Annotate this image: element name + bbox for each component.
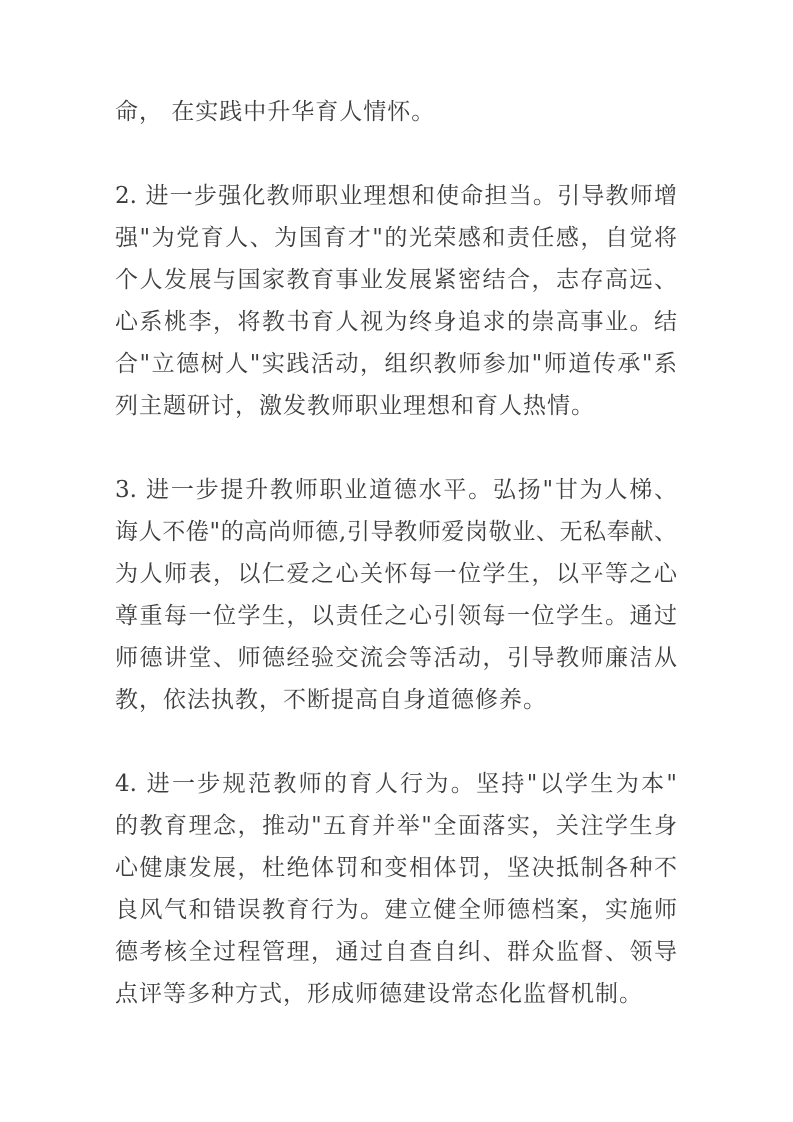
text-line: 2. 进一步强化教师职业理想和使命担当。引导教师增	[115, 183, 677, 209]
text-line-last: 点评等多种方式，形成师德建设常态化监督机制。	[115, 981, 643, 1007]
document-body	[115, 91, 677, 1015]
text-line: 心健康发展，杜绝体罚和变相体罚，坚决抵制各种不	[115, 855, 677, 881]
text-line-last: 列主题研讨，激发教师职业理想和育人热情。	[115, 393, 595, 419]
text-line: 尊重每一位学生，以责任之心引领每一位学生。通过	[115, 603, 677, 629]
text-line: 个人发展与国家教育事业发展紧密结合，志存高远、	[115, 267, 677, 293]
text-line: 强"为党育人、为国育才"的光荣感和责任感，自觉将	[115, 225, 677, 251]
text-line: 4. 进一步规范教师的育人行为。坚持"以学生为本"	[115, 771, 677, 797]
text-line: 诲人不倦"的高尚师德,引导教师爱岗敬业、无私奉献、	[115, 519, 677, 545]
text-line-last: 教，依法执教，不断提高自身道德修养。	[115, 687, 547, 713]
paragraph	[115, 763, 677, 1015]
text-line: 心系桃李，将教书育人视为终身追求的崇高事业。结	[115, 309, 677, 335]
text-line: 的教育理念，推动"五育并举"全面落实，关注学生身	[115, 813, 677, 839]
text-line: 师德讲堂、师德经验交流会等活动，引导教师廉洁从	[115, 645, 677, 671]
text-line: 德考核全过程管理，通过自查自纠、群众监督、领导	[115, 939, 677, 965]
text-line: 合"立德树人"实践活动，组织教师参加"师道传承"系	[115, 351, 677, 377]
paragraph	[115, 469, 677, 721]
text-line: 良风气和错误教育行为。建立健全师德档案，实施师	[115, 897, 677, 923]
text-line: 为人师表，以仁爱之心关怀每一位学生，以平等之心	[115, 561, 677, 587]
text-line: 3. 进一步提升教师职业道德水平。弘扬"甘为人梯、	[115, 477, 677, 503]
paragraph	[115, 91, 677, 133]
paragraph	[115, 175, 677, 427]
text-line-last: 命， 在实践中升华育人情怀。	[115, 99, 436, 125]
